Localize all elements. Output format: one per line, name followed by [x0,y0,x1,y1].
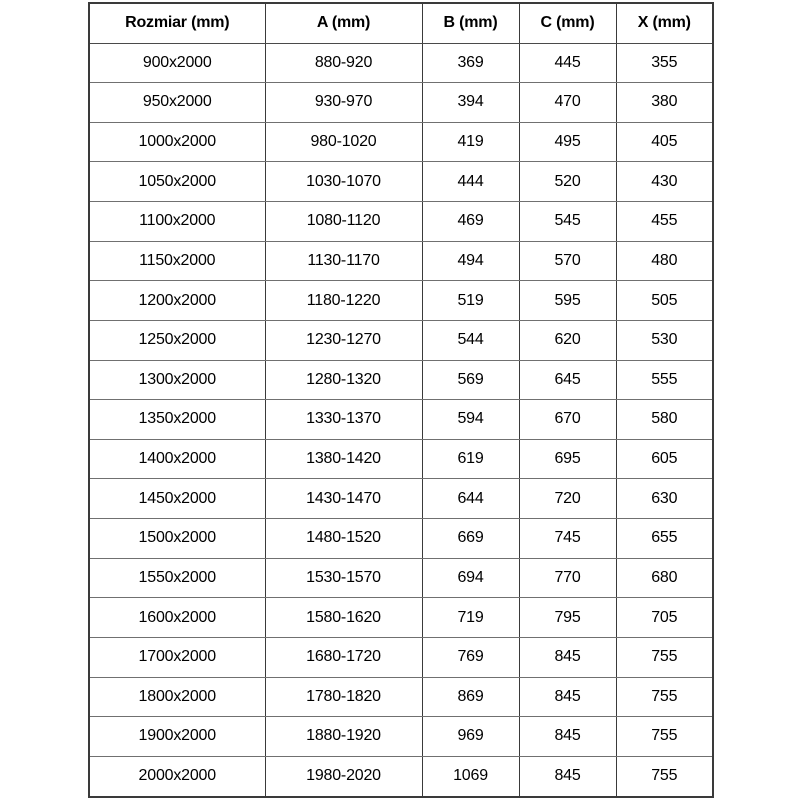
size-table [88,2,714,798]
table-row [89,241,713,281]
cell-c: 545 [519,202,616,242]
cell-b: 569 [422,360,519,400]
cell-rozmiar: 1250x2000 [89,320,265,360]
cell-b: 869 [422,677,519,717]
cell-x: 530 [616,320,713,360]
cell-b: 694 [422,558,519,598]
cell-x: 755 [616,637,713,677]
cell-b: 619 [422,439,519,479]
cell-x: 405 [616,122,713,162]
cell-rozmiar: 2000x2000 [89,756,265,797]
table-row [89,320,713,360]
cell-rozmiar: 1150x2000 [89,241,265,281]
cell-b: 594 [422,400,519,440]
table-row [89,479,713,519]
cell-c: 845 [519,677,616,717]
cell-rozmiar: 1550x2000 [89,558,265,598]
cell-rozmiar: 1350x2000 [89,400,265,440]
cell-x: 430 [616,162,713,202]
cell-b: 969 [422,717,519,757]
cell-c: 495 [519,122,616,162]
cell-b: 769 [422,637,519,677]
table-row [89,202,713,242]
table-row [89,360,713,400]
cell-a: 1530-1570 [265,558,422,598]
table-row [89,162,713,202]
cell-x: 655 [616,519,713,559]
cell-c: 645 [519,360,616,400]
cell-x: 755 [616,717,713,757]
table-row [89,677,713,717]
cell-b: 469 [422,202,519,242]
table-row [89,43,713,83]
cell-a: 1130-1170 [265,241,422,281]
cell-c: 570 [519,241,616,281]
table-row [89,717,713,757]
cell-b: 519 [422,281,519,321]
cell-a: 1780-1820 [265,677,422,717]
cell-a: 880-920 [265,43,422,83]
cell-a: 1430-1470 [265,479,422,519]
table-row [89,598,713,638]
cell-a: 1180-1220 [265,281,422,321]
cell-rozmiar: 1800x2000 [89,677,265,717]
column-header-rozmiar: Rozmiar (mm) [89,3,265,43]
cell-x: 755 [616,756,713,797]
cell-b: 719 [422,598,519,638]
cell-rozmiar: 1700x2000 [89,637,265,677]
table-row [89,637,713,677]
table-header [89,3,713,43]
cell-rozmiar: 1300x2000 [89,360,265,400]
cell-x: 505 [616,281,713,321]
cell-x: 755 [616,677,713,717]
cell-a: 1380-1420 [265,439,422,479]
table-row [89,281,713,321]
cell-c: 445 [519,43,616,83]
table-row [89,400,713,440]
cell-rozmiar: 900x2000 [89,43,265,83]
cell-c: 595 [519,281,616,321]
cell-rozmiar: 1100x2000 [89,202,265,242]
cell-b: 444 [422,162,519,202]
table-row [89,83,713,123]
cell-c: 670 [519,400,616,440]
cell-c: 520 [519,162,616,202]
table-row [89,558,713,598]
cell-b: 1069 [422,756,519,797]
cell-b: 669 [422,519,519,559]
cell-rozmiar: 1600x2000 [89,598,265,638]
cell-rozmiar: 1000x2000 [89,122,265,162]
table-row [89,519,713,559]
cell-a: 1980-2020 [265,756,422,797]
cell-b: 544 [422,320,519,360]
cell-a: 1030-1070 [265,162,422,202]
cell-c: 845 [519,637,616,677]
cell-c: 620 [519,320,616,360]
cell-x: 480 [616,241,713,281]
column-header-b: B (mm) [422,3,519,43]
cell-rozmiar: 1200x2000 [89,281,265,321]
cell-x: 380 [616,83,713,123]
cell-c: 745 [519,519,616,559]
cell-x: 680 [616,558,713,598]
column-header-c: C (mm) [519,3,616,43]
cell-x: 555 [616,360,713,400]
cell-a: 1330-1370 [265,400,422,440]
cell-rozmiar: 1450x2000 [89,479,265,519]
cell-b: 394 [422,83,519,123]
cell-rozmiar: 1400x2000 [89,439,265,479]
cell-x: 355 [616,43,713,83]
cell-x: 580 [616,400,713,440]
cell-b: 644 [422,479,519,519]
cell-c: 695 [519,439,616,479]
cell-rozmiar: 1500x2000 [89,519,265,559]
cell-rozmiar: 950x2000 [89,83,265,123]
cell-x: 705 [616,598,713,638]
cell-c: 795 [519,598,616,638]
cell-a: 1480-1520 [265,519,422,559]
cell-c: 845 [519,756,616,797]
cell-a: 1880-1920 [265,717,422,757]
cell-c: 845 [519,717,616,757]
cell-a: 1280-1320 [265,360,422,400]
column-header-a: A (mm) [265,3,422,43]
cell-rozmiar: 1900x2000 [89,717,265,757]
table-row [89,122,713,162]
cell-b: 419 [422,122,519,162]
column-header-x: X (mm) [616,3,713,43]
cell-c: 470 [519,83,616,123]
cell-a: 1680-1720 [265,637,422,677]
size-table-container [88,2,712,798]
cell-rozmiar: 1050x2000 [89,162,265,202]
cell-b: 369 [422,43,519,83]
header-row [89,3,713,43]
cell-x: 630 [616,479,713,519]
table-row [89,756,713,797]
cell-c: 720 [519,479,616,519]
cell-x: 605 [616,439,713,479]
cell-x: 455 [616,202,713,242]
table-body [89,43,713,797]
cell-b: 494 [422,241,519,281]
table-row [89,439,713,479]
cell-a: 1230-1270 [265,320,422,360]
cell-a: 930-970 [265,83,422,123]
cell-c: 770 [519,558,616,598]
cell-a: 1080-1120 [265,202,422,242]
cell-a: 980-1020 [265,122,422,162]
cell-a: 1580-1620 [265,598,422,638]
